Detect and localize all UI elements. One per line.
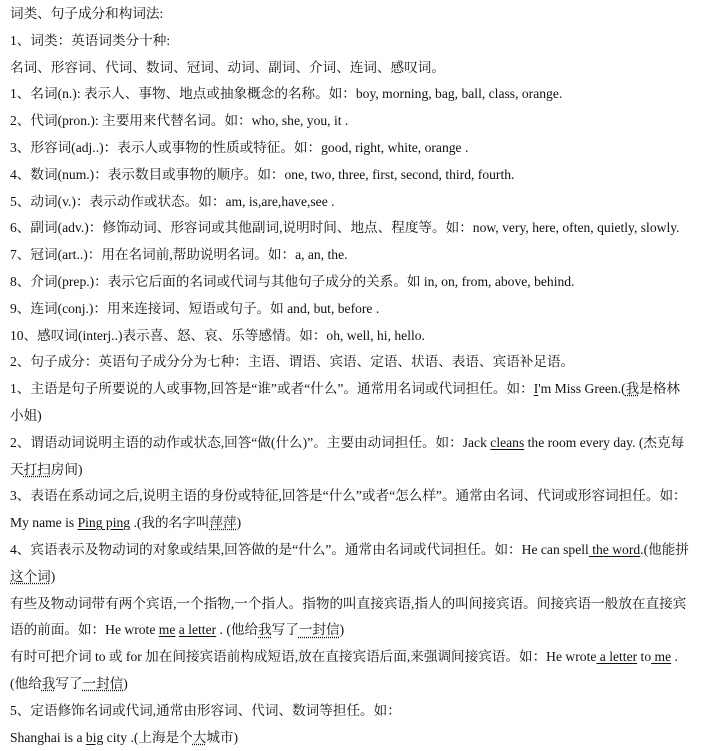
- dotted-underlined-translation: 我: [258, 622, 272, 638]
- underlined-example: I: [533, 381, 539, 397]
- text-span: 1、主语是句子所要说的人或事物,回答是“谁”或者“什么”。通常用名词或代词担任。如：: [10, 381, 534, 397]
- underlined-example: cleans: [490, 434, 525, 450]
- predicate-rule: [10, 430, 703, 457]
- text-span: 写了: [271, 622, 299, 638]
- text-span: Shanghai is a: [10, 729, 86, 745]
- doc-title: 词类、句子成分和构词法:: [10, 6, 164, 21]
- section-2-heading: 2、句子成分：英语句子成分分为七种：主语、谓语、宾语、定语、状语、表语、宾语补足语。: [10, 354, 575, 370]
- dotted-underlined-translation: 我: [625, 381, 640, 397]
- subject-rule: [10, 376, 703, 403]
- underlined-example: the word: [588, 541, 641, 557]
- object-rule-cont: [10, 564, 703, 591]
- subject-rule-cont: 小姐): [10, 407, 42, 423]
- dotted-underlined-translation: 我: [41, 675, 56, 691]
- text-span: city .(上海是个: [103, 729, 193, 745]
- pos-pronoun: 2、代词(pron.): 主要用来代替名词。如：who, she, you, it .: [10, 113, 349, 129]
- text-span: 2、谓语动词说明主语的动作或状态,回答“做(什么)”。主要由动词担任。如：Jack: [10, 434, 491, 450]
- pos-conjunction: 9、连词(conj.)：用来连接词、短语或句子。如 and, but, before .: [10, 300, 380, 316]
- underlined-example: me: [158, 622, 176, 638]
- pos-adverb: 6、副词(adv.)：修饰动词、形容词或其他副词,说明时间、地点、程度等。如：now, very, here, often, quietly, slowly.: [10, 220, 680, 236]
- object-rule: [10, 537, 703, 564]
- text-span: to: [637, 649, 652, 665]
- text-span: . (他给: [216, 622, 259, 638]
- attribute-rule-cont: [10, 725, 703, 751]
- underlined-example: me: [651, 649, 672, 665]
- predicate-rule-cont: [10, 457, 703, 484]
- text-span: ): [123, 675, 128, 691]
- dotted-underlined-translation: 这个词: [10, 568, 51, 584]
- text-span: My name is: [10, 515, 78, 531]
- text-span: 天: [10, 461, 24, 477]
- text-span: .: [671, 649, 678, 665]
- dotted-underlined-translation: 打扫: [23, 461, 51, 477]
- text-span: ): [339, 622, 345, 638]
- text-span: 有时可把介词 to 或 for 加在间接宾语前构成短语,放在直接宾语后面,来强调间接宾语。如：He wrote: [10, 649, 597, 665]
- underlined-example: big: [85, 729, 104, 745]
- text-span: 4、宾语表示及物动词的对象或结果,回答做的是“什么”。通常由名词或代词担任。如：He can spell: [10, 541, 589, 557]
- pos-verb: 5、动词(v.)：表示动作或状态。如：am, is,are,have,see .: [10, 193, 335, 209]
- text-span: .(他能拼: [640, 541, 689, 557]
- text-span: ): [50, 568, 56, 584]
- text-span: .(我的名字叫: [130, 515, 210, 531]
- text-span: 语的前面。如：He wrote: [10, 622, 159, 638]
- pos-adjective: 3、形容词(adj..)：表示人或事物的性质或特征。如：good, right, white, orange .: [10, 139, 469, 155]
- predicative-rule: 3、表语在系动词之后,说明主语的身份或特征,回答是“什么”或者“怎么样”。通常由名词、代词或形容词担任。如：: [10, 488, 687, 504]
- double-object-rule: 有些及物动词带有两个宾语,一个指物,一个指人。指物的叫直接宾语,指人的叫间接宾语。间接宾语一般放在直接宾: [10, 595, 687, 611]
- pos-article: 7、冠词(art..)：用在名词前,帮助说明名词。如：a, an, the.: [10, 247, 348, 263]
- pos-interjection: 10、感叹词(interj..)表示喜、怒、哀、乐等感情。如：oh, well, hi, hello.: [10, 327, 425, 343]
- text-span: 'm Miss Green.(: [538, 381, 626, 397]
- text-span: 房间): [50, 461, 83, 477]
- section-1-heading: 1、词类：英语词类分十种:: [10, 32, 171, 48]
- text-span: (他给: [10, 675, 42, 691]
- dotted-underlined-translation: 大: [192, 729, 207, 745]
- prepositional-object-rule: [10, 644, 703, 671]
- text-span: 写了: [55, 675, 83, 691]
- underlined-example: Ping ping: [77, 515, 131, 531]
- dotted-underlined-translation: 一封信: [82, 675, 124, 691]
- word-class-list: 名词、形容词、代词、数词、冠词、动词、副词、介词、连词、感叹词。: [10, 59, 445, 75]
- pos-numeral: 4、数词(num.)：表示数目或事物的顺序。如：one, two, three, first, second, third, fourth.: [10, 166, 515, 182]
- text-span: 城市): [206, 729, 239, 745]
- pos-noun: 1、名词(n.): 表示人、事物、地点或抽象概念的名称。如：boy, morning, bag, ball, class, orange.: [10, 86, 563, 102]
- text-span: ): [236, 515, 242, 531]
- document-page: [0, 1, 709, 751]
- dotted-underlined-translation: 萍萍: [209, 515, 237, 531]
- underlined-example: a letter: [596, 649, 638, 665]
- predicative-rule-cont: [10, 510, 703, 537]
- text-span: the room every day. (杰克每: [524, 434, 685, 450]
- underlined-example: a letter: [178, 622, 217, 638]
- dotted-underlined-translation: 一封信: [298, 622, 340, 638]
- attribute-rule: 5、定语修饰名词或代词,通常由形容词、代词、数词等担任。如：: [10, 702, 401, 718]
- double-object-rule-cont: [10, 617, 703, 644]
- prepositional-object-rule-cont: [10, 671, 703, 698]
- text-span: 是格林: [639, 381, 681, 397]
- pos-preposition: 8、介词(prep.)：表示它后面的名词或代词与其他句子成分的关系。如 in, on, from, above, behind.: [10, 273, 575, 289]
